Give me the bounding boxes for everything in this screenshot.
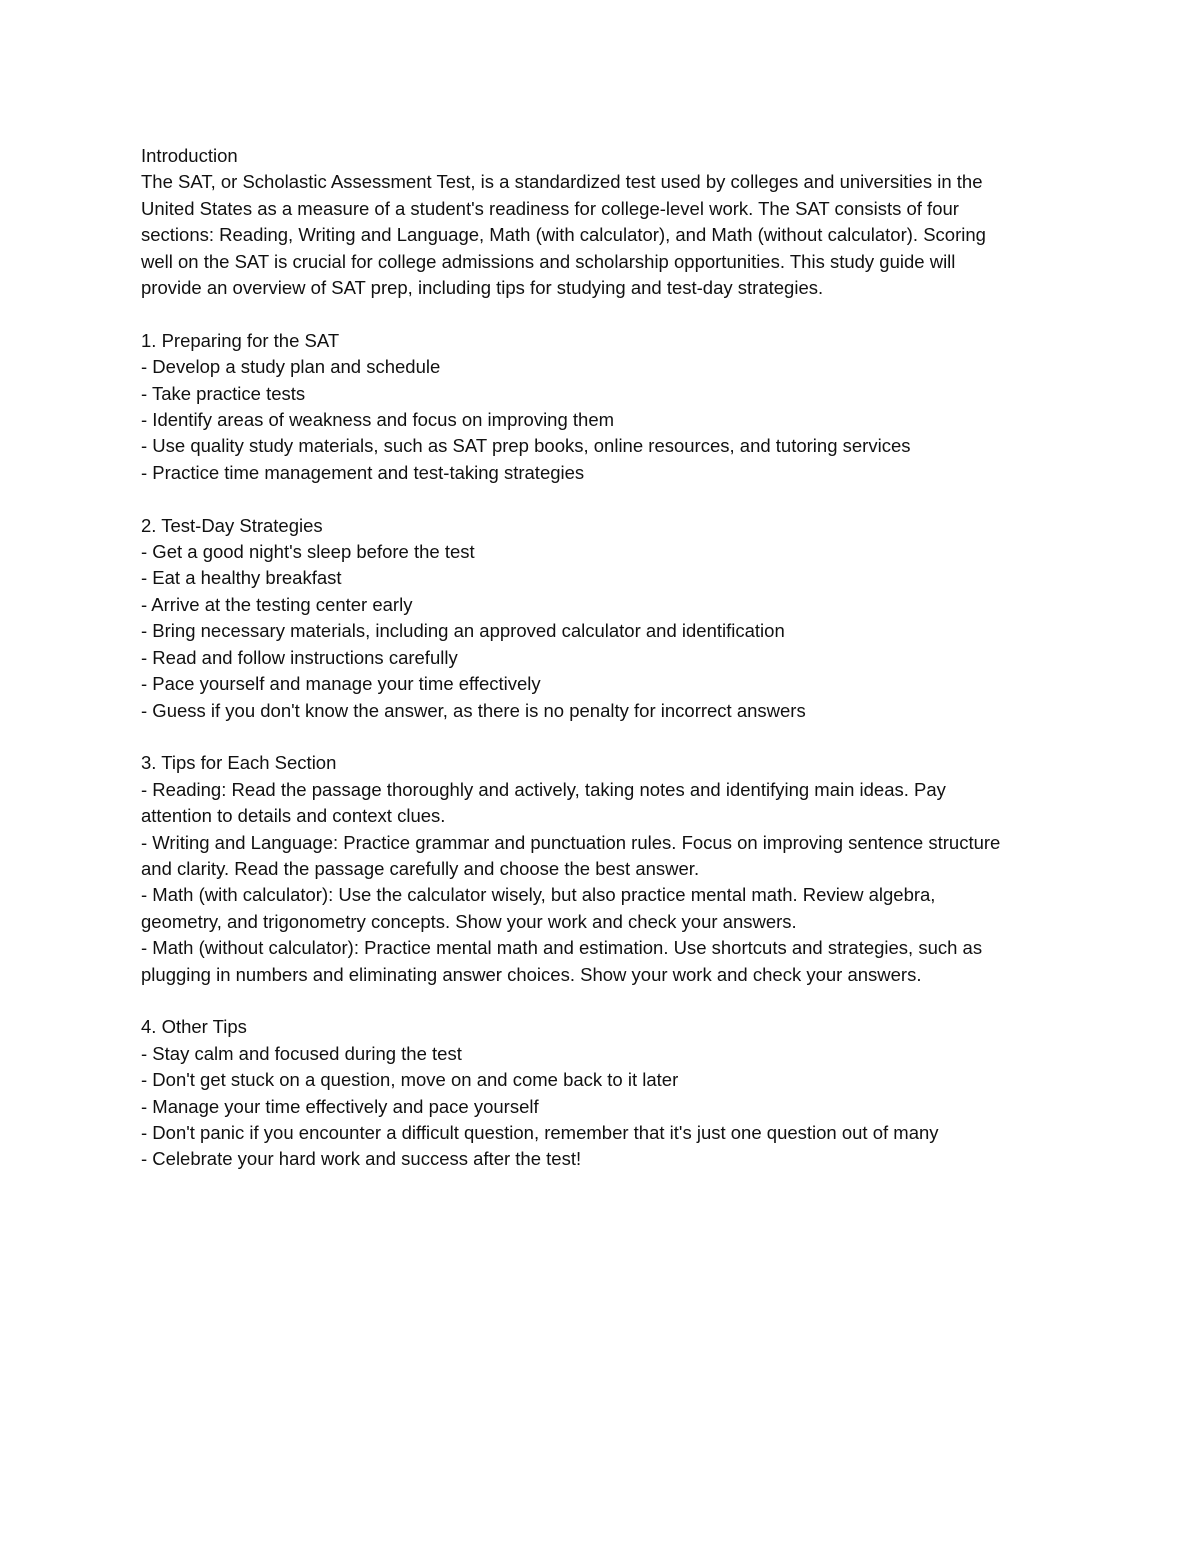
section-list <box>141 777 1071 988</box>
intro-line: provide an overview of SAT prep, including tips for studying and test-day strategies. <box>141 277 824 299</box>
intro-section <box>141 143 1071 301</box>
list-item: - Pace yourself and manage your time effectively <box>141 673 541 695</box>
list-item: - Math (without calculator): Practice mental math and estimation. Use shortcuts and strategies, such as <box>141 937 983 959</box>
document-page <box>141 143 1071 1173</box>
list-item: - Math (with calculator): Use the calculator wisely, but also practice mental math. Review algebra, <box>141 884 936 906</box>
paragraph-gap <box>141 301 1071 327</box>
list-item: - Eat a healthy breakfast <box>141 567 342 589</box>
list-item: - Arrive at the testing center early <box>141 593 413 615</box>
list-item: - Identify areas of weakness and focus on improving them <box>141 409 615 431</box>
list-item: - Don't panic if you encounter a difficult question, remember that it's just one question out of many <box>141 1121 939 1143</box>
list-item-continuation: plugging in numbers and eliminating answer choices. Show your work and check your answers. <box>141 963 922 985</box>
list-item: - Writing and Language: Practice grammar and punctuation rules. Focus on improving sentence structure <box>141 831 1001 853</box>
list-item: - Manage your time effectively and pace yourself <box>141 1095 539 1117</box>
list-item: - Develop a study plan and schedule <box>141 356 441 378</box>
list-item: - Read and follow instructions carefully <box>141 646 458 668</box>
list-item: - Take practice tests <box>141 382 306 404</box>
section-heading: 3. Tips for Each Section <box>141 752 337 774</box>
section-preparing <box>141 328 1071 486</box>
intro-line: United States as a measure of a student's readiness for college-level work. The SAT consists of four <box>141 197 959 219</box>
intro-line: sections: Reading, Writing and Language, Math (with calculator), and Math (without calculator). Scoring <box>141 224 986 246</box>
list-item: - Bring necessary materials, including an approved calculator and identification <box>141 620 785 642</box>
paragraph-gap <box>141 724 1071 750</box>
list-item-continuation: geometry, and trigonometry concepts. Show your work and check your answers. <box>141 910 797 932</box>
list-item: - Celebrate your hard work and success after the test! <box>141 1148 582 1170</box>
list-item: - Stay calm and focused during the test <box>141 1042 462 1064</box>
list-item-continuation: attention to details and context clues. <box>141 805 446 827</box>
intro-line: well on the SAT is crucial for college admissions and scholarship opportunities. This study guide will <box>141 250 956 272</box>
section-list <box>141 539 1071 724</box>
list-item: - Reading: Read the passage thoroughly and actively, taking notes and identifying main ideas. Pay <box>141 778 946 800</box>
list-item: - Get a good night's sleep before the test <box>141 541 475 563</box>
section-list <box>141 1041 1071 1173</box>
paragraph-gap <box>141 988 1071 1014</box>
paragraph-gap <box>141 486 1071 512</box>
section-tips-each <box>141 750 1071 988</box>
list-item: - Practice time management and test-taking strategies <box>141 461 585 483</box>
section-heading: 1. Preparing for the SAT <box>141 329 340 351</box>
section-other-tips <box>141 1014 1071 1172</box>
list-item-continuation: and clarity. Read the passage carefully and choose the best answer. <box>141 857 700 879</box>
section-heading: 2. Test-Day Strategies <box>141 514 323 536</box>
section-list <box>141 354 1071 486</box>
intro-line: The SAT, or Scholastic Assessment Test, is a standardized test used by colleges and universities in the <box>141 171 983 193</box>
list-item: - Don't get stuck on a question, move on and come back to it later <box>141 1069 679 1091</box>
list-item: - Use quality study materials, such as SAT prep books, online resources, and tutoring services <box>141 435 911 457</box>
intro-heading: Introduction <box>141 145 238 166</box>
section-test-day <box>141 513 1071 724</box>
list-item: - Guess if you don't know the answer, as there is no penalty for incorrect answers <box>141 699 806 721</box>
section-heading: 4. Other Tips <box>141 1016 247 1038</box>
